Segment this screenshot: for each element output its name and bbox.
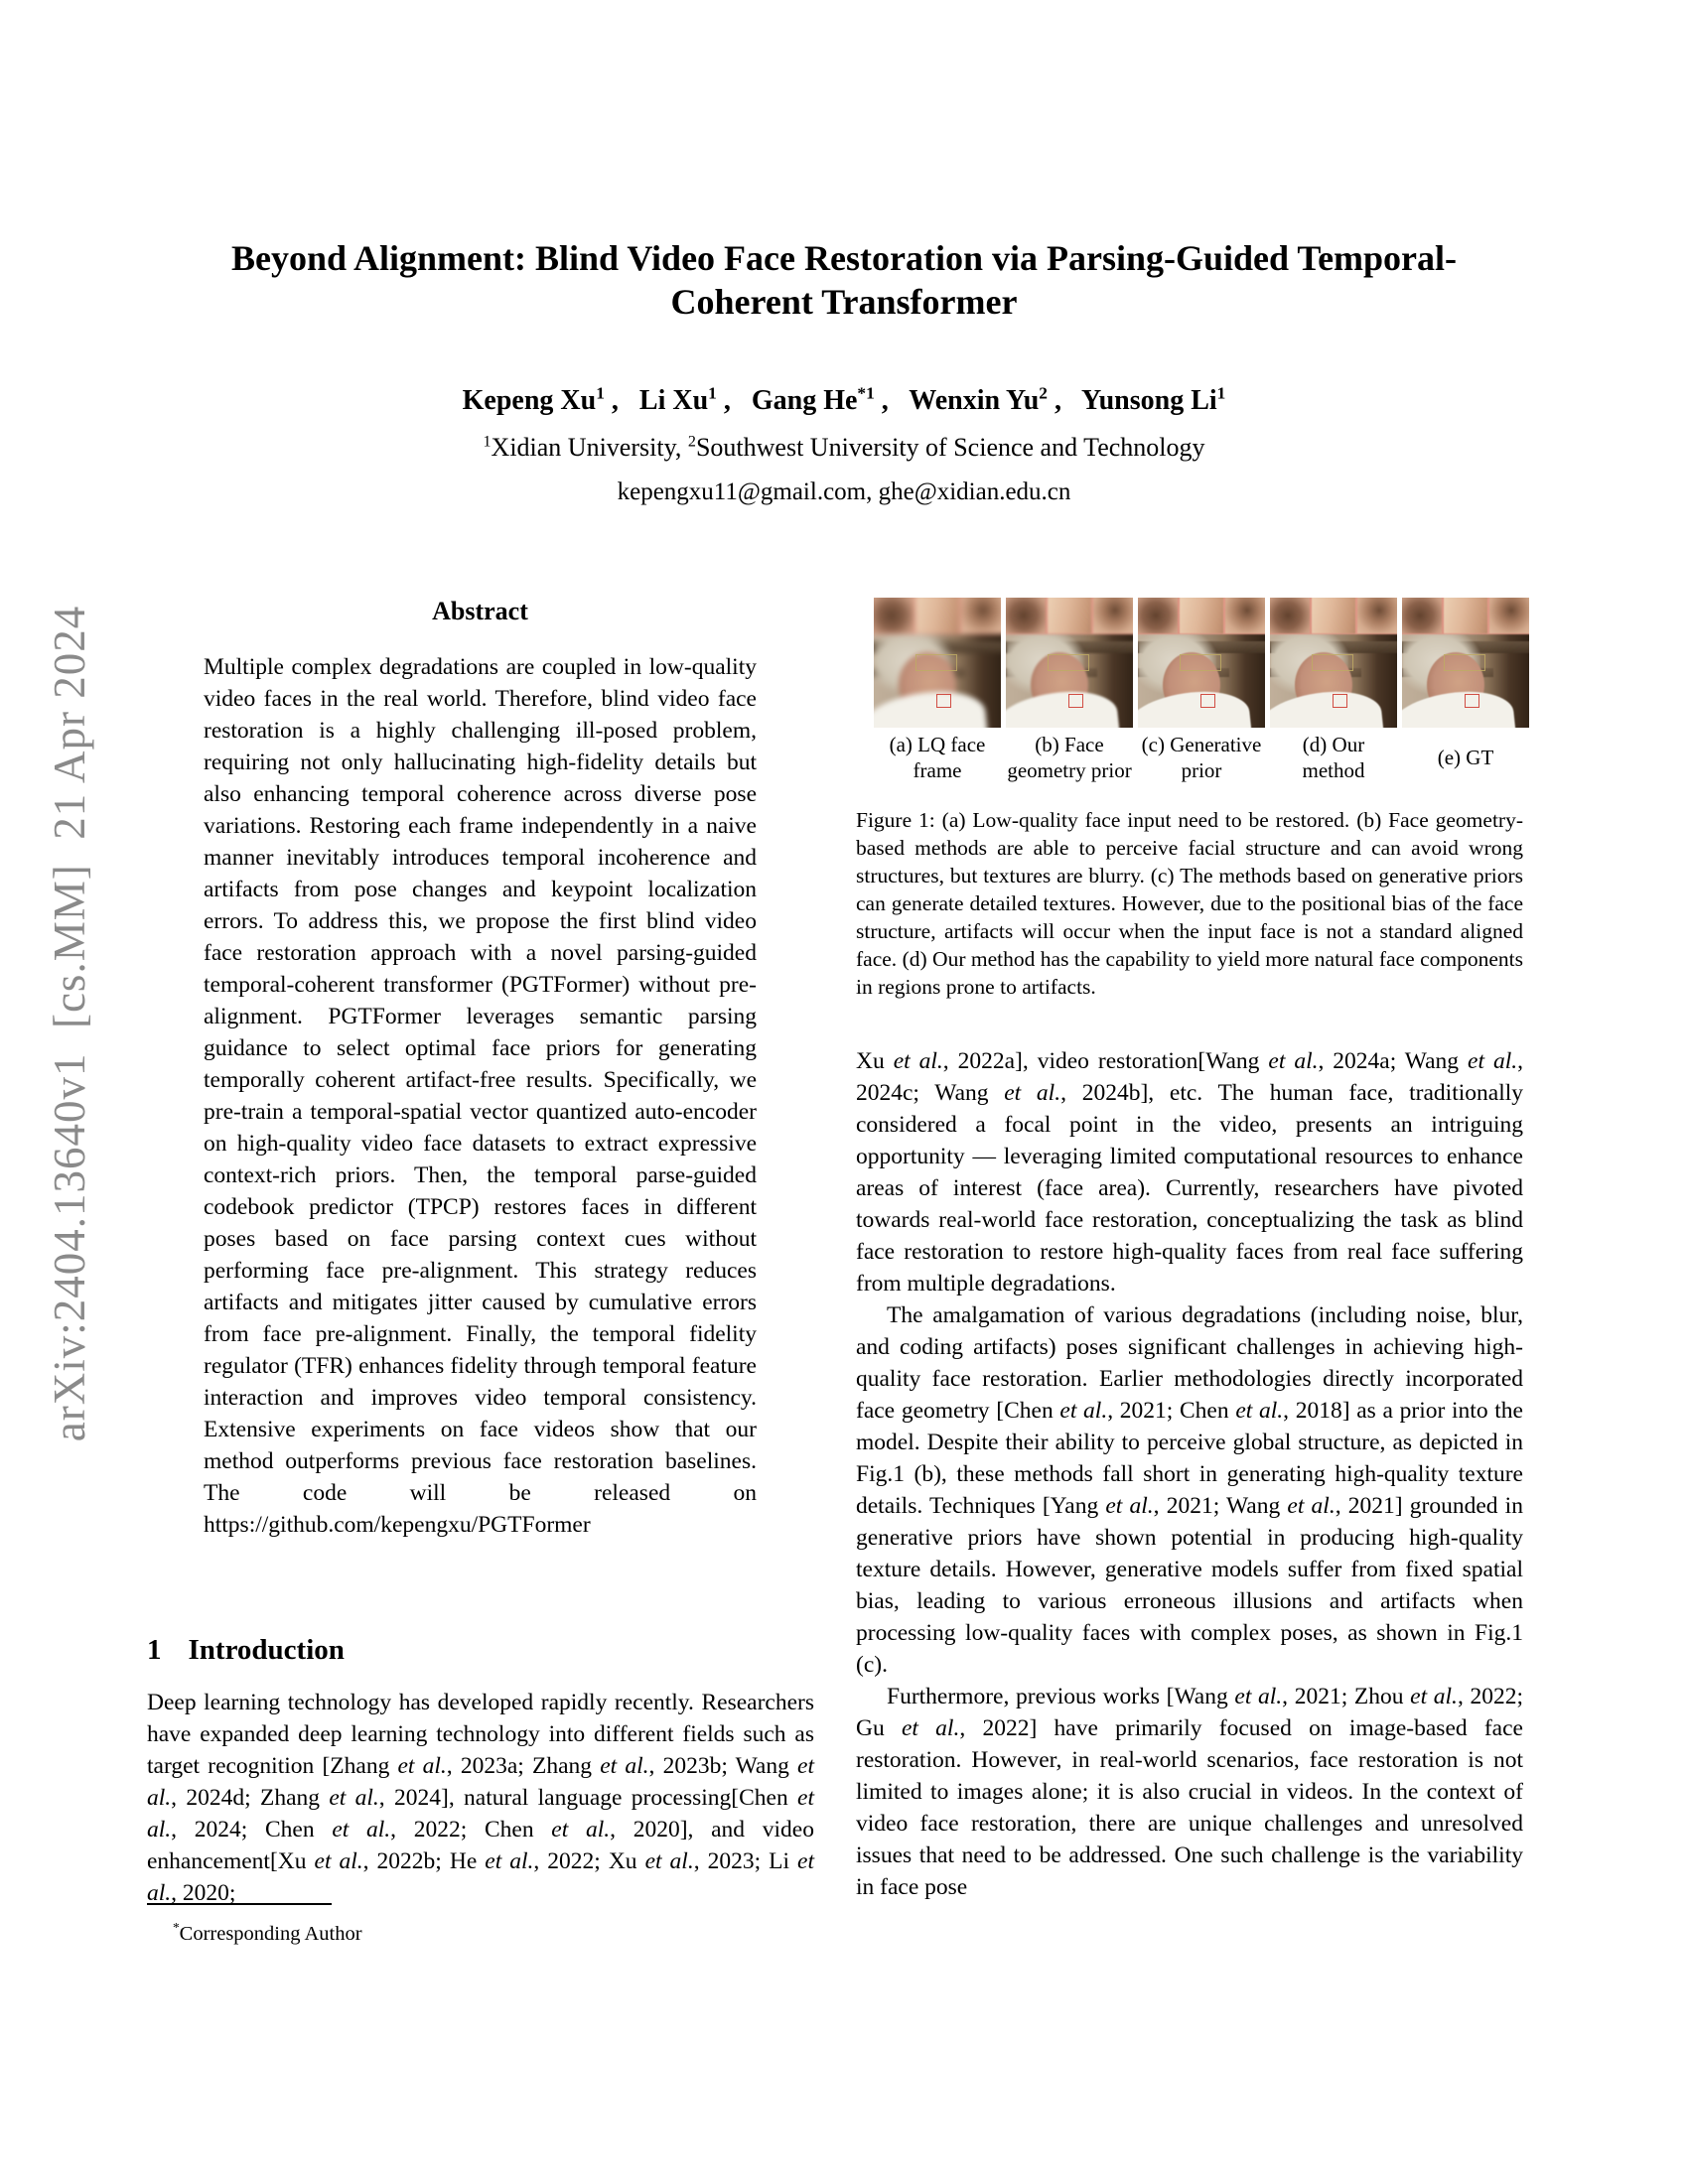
introduction-paragraph: Deep learning technology has developed rapidly recently. Researchers have expanded deep learning technology into different fields such as target recognition [Zhang et al., 2023a; Zhang et al., 2023b; Wang et al., 2024d; Zhang et al., 2024], natural language processing[Chen et al., 2024; Chen et al., 2022; Chen et al., 2020], and video enhancement[Xu et al., 2022b; He et al., 2022; Xu et al., 2023; Li et al., 2020;: [147, 1690, 815, 1906]
panel-label-c: (c) Generative prior: [1141, 733, 1262, 782]
arxiv-watermark: arXiv:2404.13640v1 [cs.MM] 21 Apr 2024: [45, 605, 94, 1442]
author: Kepeng Xu$^1$ ,: [462, 383, 633, 416]
abstract-heading: Abstract: [432, 597, 528, 625]
author: Yunsong Li$^1$: [1080, 383, 1226, 416]
figure1-caption: Figure 1: (a) Low-quality face input need to be restored. (b) Face geometry-based methods are able to perceive facial structure and can avoid wrong structures, but textures are blurry. (c) The methods based on generative priors can generate detailed textures. However, due to the positional bias of the face structure, artifacts will occur when the input face is not a standard aligned face. (d) Our method has the capability to yield more natural face components in regions prone to artifacts.: [856, 808, 1523, 999]
footnote-rule: [147, 1903, 332, 1905]
corresponding-author-footnote: *Corresponding Author: [173, 1920, 362, 1945]
panel-label-d: (d) Our method: [1302, 733, 1365, 782]
author-affiliation-mark: *1: [857, 383, 875, 403]
section-title: Introduction: [188, 1634, 345, 1666]
author-affiliation-mark: 1: [1216, 383, 1226, 403]
paper-title: Beyond Alignment: Blind Video Face Restoration via Parsing-Guided Temporal-Coherent Transformer: [230, 238, 1458, 322]
panel-label-b: (b) Face geometry prior: [1007, 733, 1132, 782]
panel-label-e: (e) GT: [1437, 746, 1494, 769]
body-paragraph: The amalgamation of various degradations (including noise, blur, and coding artifacts) poses significant challenges in achieving high-quality face restoration. Earlier methodologies directly incorporated face geometry [Chen et al., 2021; Chen et al., 2018] as a prior into the model. Despite their ability to perceive global structure, as depicted in Fig.1 (b), these methods fall short in generating high-quality texture details. Techniques [Yang et al., 2021; Wang et al., 2021] grounded in generative priors have shown potential in producing high-quality texture details. However, generative models suffer from fixed spatial bias, leading to various erroneous illusions and artifacts when processing low-quality faces with complex poses, as shown in Fig.1 (c).: [856, 1302, 1523, 1678]
abstract-text: Multiple complex degradations are coupled in low-quality video faces in the real world. Therefore, blind video face restoration is a highly challenging ill-posed problem, requiring not only hallucinating high-fidelity details but also enhancing temporal coherence across diverse pose variations. Restoring each frame independently in a naive manner inevitably introduces temporal incoherence and artifacts from pose changes and keypoint localization errors. To address this, we propose the first blind video face restoration approach with a novel parsing-guided temporal-coherent transformer (PGTFormer) without pre-alignment. PGTFormer leverages semantic parsing guidance to select optimal face priors for generating temporally coherent artifact-free results. Specifically, we pre-train a temporal-spatial vector quantized auto-encoder on high-quality video face datasets to extract expressive context-rich priors. Then, the temporal parse-guided codebook predictor (TPCP) restores faces in different poses based on face parsing context cues without performing face pre-alignment. This strategy reduces artifacts and mitigates jitter caused by cumulative errors from face pre-alignment. Finally, the temporal fidelity regulator (TFR) enhances fidelity through temporal feature interaction and improves video temporal consistency. Extensive experiments on face videos show that our method outperforms previous face restoration baselines. The code will be released on https://github.com/kepengxu/PGTFormer: [204, 654, 757, 1538]
eye-crop-marker: [915, 654, 957, 671]
eye-zoom-insets: [1270, 598, 1397, 634]
figure1-panel-labels: [874, 732, 1529, 783]
eye-crop-marker: [1312, 654, 1353, 671]
eye-zoom-insets: [874, 598, 1001, 634]
affiliation: $^1$Xidian University,: [483, 433, 688, 462]
author-affiliation-mark: 1: [596, 383, 605, 403]
body-paragraph: Xu et al., 2022a], video restoration[Wang et al., 2024a; Wang et al., 2024c; Wang et al., 2024b], etc. The human face, traditionally considered a focal point in the video, presents an intriguing opportunity — leveraging limited computational resources to enhance areas of interest (face area). Currently, researchers have pivoted towards real-world face restoration, conceptualizing the task as blind face restoration to restore high-quality faces from real face suffering from multiple degradations.: [856, 1048, 1524, 1297]
figure1-image-strip: [874, 598, 1529, 728]
author-line: [0, 385, 1688, 417]
author-affiliation-mark: 1: [708, 383, 717, 403]
section-number: 1: [147, 1634, 162, 1666]
author: Wenxin Yu$^2$ ,: [909, 383, 1075, 416]
figure1-panel-lq-face: [874, 598, 1001, 728]
affiliation-line: [0, 433, 1688, 463]
figure1-panel-generative-prior: [1138, 598, 1265, 728]
section-heading-introduction: [147, 1634, 345, 1667]
eye-crop-marker: [1444, 654, 1485, 671]
author: Li Xu$^1$ ,: [638, 383, 745, 416]
figure1-panel-face-geometry-prior: [1006, 598, 1133, 728]
mouth-crop-marker: [1465, 694, 1479, 708]
figure1-panel-ground-truth: [1402, 598, 1529, 728]
eye-crop-marker: [1180, 654, 1221, 671]
panel-label-a: (a) LQ face frame: [889, 733, 986, 782]
mouth-crop-marker: [1333, 694, 1347, 708]
eye-zoom-insets: [1006, 598, 1133, 634]
eye-zoom-insets: [1402, 598, 1529, 634]
figure1-panel-our-method: [1270, 598, 1397, 728]
affiliation: $^2$Southwest University of Science and Technology: [687, 433, 1205, 462]
eye-crop-marker: [1048, 654, 1089, 671]
footnote-marker: *: [173, 1920, 180, 1935]
author: Gang He$^{*1}$ ,: [751, 383, 903, 416]
email-line: kepengxu11@gmail.com, ghe@xidian.edu.cn: [617, 478, 1071, 505]
eye-zoom-insets: [1138, 598, 1265, 634]
body-paragraph: Furthermore, previous works [Wang et al., 2021; Zhou et al., 2022; Gu et al., 2022] have primarily focused on image-based face restoration. However, in real-world scenarios, face restoration is not limited to images alone; it is also crucial in videos. In the context of video face restoration, there are unique challenges and unresolved issues that need to be addressed. One such challenge is the variability in face pose: [856, 1684, 1523, 1900]
mouth-crop-marker: [936, 694, 951, 708]
right-column-body: [856, 1045, 1523, 1903]
mouth-crop-marker: [1200, 694, 1215, 708]
author-affiliation-mark: 2: [1039, 383, 1048, 403]
mouth-crop-marker: [1068, 694, 1083, 708]
github-url[interactable]: https://github.com/kepengxu/PGTFormer: [204, 1512, 591, 1538]
